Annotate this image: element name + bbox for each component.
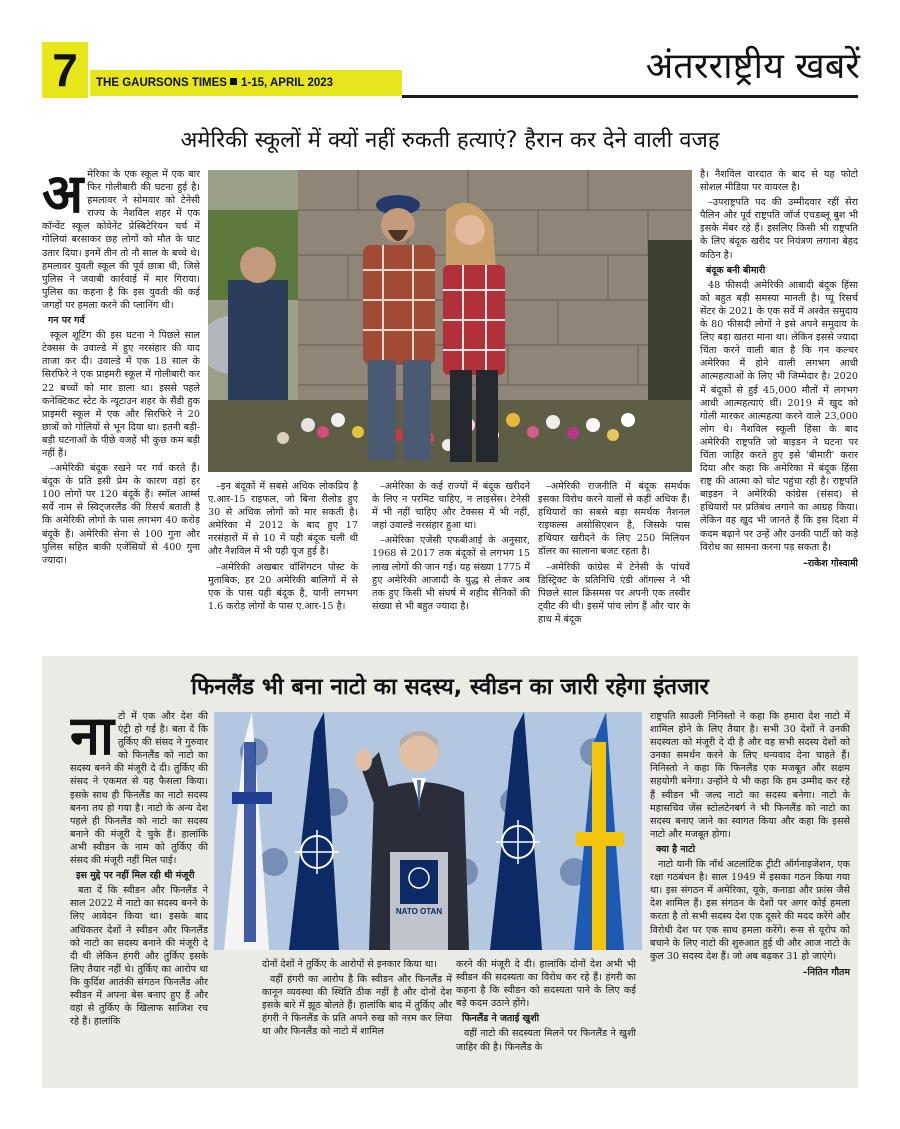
article2-paragraph: करने की मंजूरी दे दी। हालांकि दोनों देश अभी भी स्वीडन की सदस्यता का विरोध कर रहे हैं। हंगरी का कहना है कि स्वीडन को सदस्यता पाने के लिए कई बड़े कदम उठाने होंगे। bbox=[456, 959, 636, 1010]
article1-paragraph: स्कूल शूटिंग की इस घटना ने पिछले साल टेक्सस के उवाल्डे में हुए नरसंहार की याद ताजा कर दी। उवाल्डे में एक 18 साल के सिरफिरे ने एक प्राइमरी स्कूल में गोलीबारी कर 22 बच्चों को मार डाला था। इससे पहले कनेक्टिकट स्टेट के न्यूटाउन शहर के सैंडी हुक प्राइमरी स्कूल में एक और सिरफिरे ने 20 छात्रों को गोलियों से भून दिया था। इतनी बड़ी-बड़ी घटनाओं के पीछे वजहें भी कुछ कम बड़ी नहीं हैं। bbox=[42, 330, 200, 459]
article1-column-5 bbox=[700, 168, 858, 646]
article2-subhead: फिनलैंड ने जताई खुशी bbox=[462, 1013, 540, 1025]
article2-column-1 bbox=[70, 710, 208, 1082]
nato-press-conference-illustration bbox=[214, 712, 642, 950]
article1-paragraph: 48 फीसदी अमेरिकी आबादी बंदूक हिंसा को बहुत बड़ी समस्या मानती है। प्यू रिसर्च सेंटर के 2021 के एक सर्वे में अश्वेत समुदाय के 80 फीसदी लोगों ने इसे अपने समुदाय के लिए बड़ा खतरा माना था। लेकिन इससे ज्यादा चिंता करने वाली बात है कि गन कल्चर अमेरिका में होने वाली लगभग आधी आत्महत्याओं के लिए भी जिम्मेदार है। 2020 में बंदूकों से हुई 45,000 मौतों में लगभग आधी आत्महत्याएं थीं। 2019 में खुद को गोली मारकर आत्महत्या करने वाले 23,000 लोग थे। नैशविल स्कूली हिंसा के बाद अमेरिकी राष्ट्रपति जो बाइडन ने घटना पर चिंता जाहिर करते हुए इसे 'बीमारी' करार दिया और कहा कि अमेरिका में बंदूक हिंसा राष्ट्र की आत्मा को चोट पहुंचा रही है। राष्ट्रपति बाइडन ने अमेरिकी कांग्रेस (संसद) से हथियारों पर प्रतिबंध लगाने का आग्रह किया। लेकिन वह खुद भी जानते हैं कि इस दिशा में कदम बढ़ाने पर उन्हें और उनकी पार्टी को कड़े विरोध का सामना करना पड़ सकता है। bbox=[700, 279, 858, 553]
page-number: 7 bbox=[42, 42, 88, 98]
article2-paragraph: राष्ट्रपति साउली निनिस्तो ने कहा कि हमारा देश नाटो में शामिल होने के लिए तैयार है। सभी 30 देशों ने उनकी सदस्यता को मंजूरी दे दी है और वह सभी सदस्य देशों को उनका समर्थन करने के लिए धन्यवाद देना चाहते हैं। निनिस्तो ने कहा कि फिनलैंड एक मजबूत और सक्षम सहयोगी बनेगा। उन्होंने ये भी कहा कि हम उम्मीद कर रहे हैं स्वीडन भी जल्द नाटो का सदस्य बनेगा। नाटो के महासचिव जेंस स्टोलटेनबर्ग ने भी फिनलैंड को नाटो का सदस्य बनाए जाने का स्वागत किया और कहा कि इससे नाटो और मजबूत होगा। bbox=[650, 711, 850, 840]
podium-label: NATO OTAN bbox=[395, 907, 443, 916]
article1-column-1 bbox=[42, 168, 200, 638]
article2-headline: फिनलैंड भी बना नाटो का सदस्य, स्वीडन का जारी रहेगा इंतजार bbox=[191, 674, 709, 700]
masthead-rule bbox=[402, 95, 858, 98]
article1-paragraph: है। नैशविल वारदात के बाद से यह फोटो सोशल मीडिया पर वायरल है। bbox=[700, 169, 858, 194]
article2-byline: –नितिन गौतम bbox=[802, 966, 850, 978]
article2-paragraph: टो में एक और देश की एंट्री हो गई है। बता दें कि तुर्किए की संसद ने गुरुवार को फिनलैंड को नाटो का सदस्य बनने की मंजूरी दे दी। तुर्किए की संसद ने एकमत से यह फैसला किया। इसके साथ ही फिनलैंड का नाटो सदस्य बनना तय हो गया है। नाटो के अन्य देश पहले ही फिनलैंड को नाटो का सदस्य बनाने की मंजूरी दे चुके हैं। हालांकि अभी स्वीडन के नाम को तुर्किए की संसद की मंजूरी नहीं मिल पाई। bbox=[70, 711, 208, 867]
article2-paragraph: वहीं नाटो की सदस्यता मिलने पर फिनलैंड ने खुशी जाहिर की है। फिनलैंड के bbox=[456, 1028, 636, 1053]
article1-paragraph: –अमेरिकी कांग्रेस में टेनेसी के पांचवें डिस्ट्रिक्ट के प्रतिनिधि एंडी ऑगल्स ने भी पिछले साल क्रिसमस पर अपनी एक तस्वीर ट्वीट की थी। इसमें पांच लोग हैं और चार के हाथ में बंदूक bbox=[538, 561, 690, 625]
article2-column-3 bbox=[456, 958, 636, 1082]
section-title: अंतरराष्ट्रीय खबरें bbox=[645, 46, 860, 87]
article1-subhead: गन पर गर्व bbox=[48, 315, 85, 327]
masthead bbox=[90, 70, 402, 96]
article1-paragraph: –अमेरिकी बंदूक रखने पर गर्व करते हैं। बंदूक के प्रति इसी प्रेम के कारण वहां हर 100 लोगों पर 120 बंदूकें हैं। स्मॉल आर्म्स सर्वे नाम से स्विट्जरलैंड की रिसर्च बताती है कि अमेरिकी लोगों के पास लगभग 40 करोड़ बंदूकें हैं। अमेरिकी सेना से 100 गुना और पुलिस सहित बाकी एजेंसियों से 400 गुना ज्यादा। bbox=[42, 463, 200, 566]
article2-subhead: इस मुद्दे पर नहीं मिल रही थी मंजूरी bbox=[76, 870, 195, 882]
article2-paragraph: दोनों देशों ने तुर्किए के आरोपों से इनकार किया था। bbox=[262, 959, 437, 970]
article1-column-3 bbox=[372, 480, 530, 640]
article2-photo bbox=[214, 712, 642, 950]
article2-paragraph: नाटो यानी कि नॉर्थ अटलांटिक ट्रीटी ऑर्गनाइजेशन, एक रक्षा गठबंधन है। साल 1949 में इसका गठन किया गया था। इस संगठन में अमेरिका, यूके, कनाडा और फ्रांस जैसे देश शामिल हैं। इस संगठन के देशों पर अगर कोई हमला करता है तो सभी सदस्य देश एक दूसरे की मदद करेंगे और विरोधी देश पर एक साथ हमला करेंगे। रूस से यूरोप को बचाने के लिए नाटो की शुरुआत हुई थी और आज नाटो के कुल 30 सदस्य देश हैं। जो अब बढ़कर 31 हो जाएंगे। bbox=[650, 859, 850, 962]
article1-paragraph: –अमेरिकी अखबार वॉशिंगटन पोस्ट के मुताबिक, हर 20 अमेरिकी बालिगों में से एक के पास यही बंदूक है, यानी लगभग 1.6 करोड़ लोगों के पास ए.आर-15 है। bbox=[208, 561, 358, 612]
article2-column-2 bbox=[262, 958, 452, 1082]
article1-paragraph: –उपराष्ट्रपति पद की उम्मीदवार रहीं सेरा पैलिन और पूर्व राष्ट्रपति जॉर्ज एचडब्लू बुश भी इसके मेंबर रहे हैं। इसलिए किसी भी राष्ट्रपति के लिए बंदूक खरीद पर नियंत्रण लगाना बेहद कठिन है। bbox=[700, 197, 858, 261]
article1-column-4 bbox=[538, 480, 690, 640]
article1-byline: –राकेश गोस्वामी bbox=[803, 557, 858, 569]
article2-paragraph: बता दें कि स्वीडन और फिनलैंड ने साल 2022 में नाटो का सदस्य बनने के लिए आवेदन किया था। इसके बाद अधिकतर देशों ने स्वीडन और फिनलैंड को नाटो का सदस्य बनाने की मंजूरी दे दी थी लेकिन हंगरी और तुर्किए इसके लिए तैयार नहीं थे। तुर्किए का आरोप था कि कुर्दिश आतंकी संगठन फिनलैंड और स्वीडन में अपना बेस बनाए हुए हैं और वहां से तुर्किए के खिलाफ साजिश रच रहे हैं। हालांकि bbox=[70, 885, 208, 1028]
article2-column-4 bbox=[650, 710, 850, 1082]
article2-subhead: क्या है नाटो bbox=[656, 843, 696, 855]
article1-paragraph: –अमेरिका के कई राज्यों में बंदूक खरीदने के लिए न परमिट चाहिए, न लाइसेंस। टेनेसी में भी नहीं चाहिए और टेक्सस में भी नहीं, जहां उवाल्डे नरसंहार हुआ था। bbox=[372, 481, 530, 532]
square-bullet-icon bbox=[230, 78, 237, 85]
article1-column-2 bbox=[208, 480, 358, 640]
article1-paragraph: –अमेरिकी राजनीति में बंदूक समर्थक इसका विरोध करने वालों से कहीं अधिक हैं। हथियारों का सबसे बड़ा समर्थक नैशनल राइफल्स असोसिएशन है, जिसके पास हथियार खरीदने के लिए 250 मिलियन डॉलर का सालाना बजट रहता है। bbox=[538, 481, 690, 558]
issue-date: 1-15, APRIL 2023 bbox=[240, 77, 334, 89]
article1-headline: अमेरिकी स्कूलों में क्यों नहीं रुकती हत्याएं? हैरान कर देने वाली वजह bbox=[180, 128, 720, 153]
article2-dropcap: ना bbox=[70, 710, 114, 767]
newspaper-name: THE GAURSONS TIMES bbox=[96, 77, 227, 89]
article1-paragraph: –अमेरिका एजेंसी एफबीआई के अनुसार, 1968 से 2017 तक बंदूकों से लगभग 15 लाख लोगों की जान गई। यह संख्या 1775 में हुए अमेरिकी आजादी के युद्ध से लेकर अब तक हुए किसी भी संघर्ष में शहीद सैनिकों की संख्या से भी बहुत ज्यादा है। bbox=[372, 535, 530, 612]
article1-paragraph: –इन बंदूकों में सबसे अधिक लोकप्रिय है ए.आर-15 राइफल, जो बिना रीलोड हुए 30 से अधिक लोगों को मार सकती है। अमेरिका में 2012 के बाद हुए 17 नरसंहारों में से 10 में यही बंदूक चली थी और नैशविल में भी यही यूज हुई है। bbox=[208, 481, 358, 558]
article1-paragraph: मेरिका के एक स्कूल में एक बार फिर गोलीबारी की घटना हुई है। हमलावर ने सोमवार को टेनेसी राज्य के नैशविल शहर में एक कॉन्वेंट स्कूल कोवेनेंट प्रेस्बिटेरियन चर्च में गोलियां बरसाकर छह लोगों को मौत के घाट उतार दिया। इनमें तीन तो नौ साल के बच्चे थे। हमलावर युवती स्कूल की पूर्व छात्रा थी, जिसे पुलिस ने जवाबी कार्रवाई में मार गिराया। पुलिस का कहना है कि इस युवती की कई जगहों पर हमला करने की प्लानिंग थी। bbox=[42, 169, 200, 311]
article1-photo bbox=[208, 170, 692, 472]
article1-dropcap: अ bbox=[42, 168, 84, 225]
article1-subhead: बंदूक बनी बीमारी bbox=[706, 264, 766, 276]
article2-paragraph: वहीं हंगरी का आरोप है कि स्वीडन और फिनलैंड में कानून व्यवस्था की स्थिति ठीक नहीं है और दोनों देश इसके बारे में झूठ बोलते हैं। हालांकि बाद में तुर्किए और हंगरी ने फिनलैंड के प्रति अपने रुख को नरम कर लिया था और फिनलैंड को नाटो में शामिल bbox=[262, 974, 452, 1038]
mourners-photo-illustration bbox=[208, 170, 692, 472]
